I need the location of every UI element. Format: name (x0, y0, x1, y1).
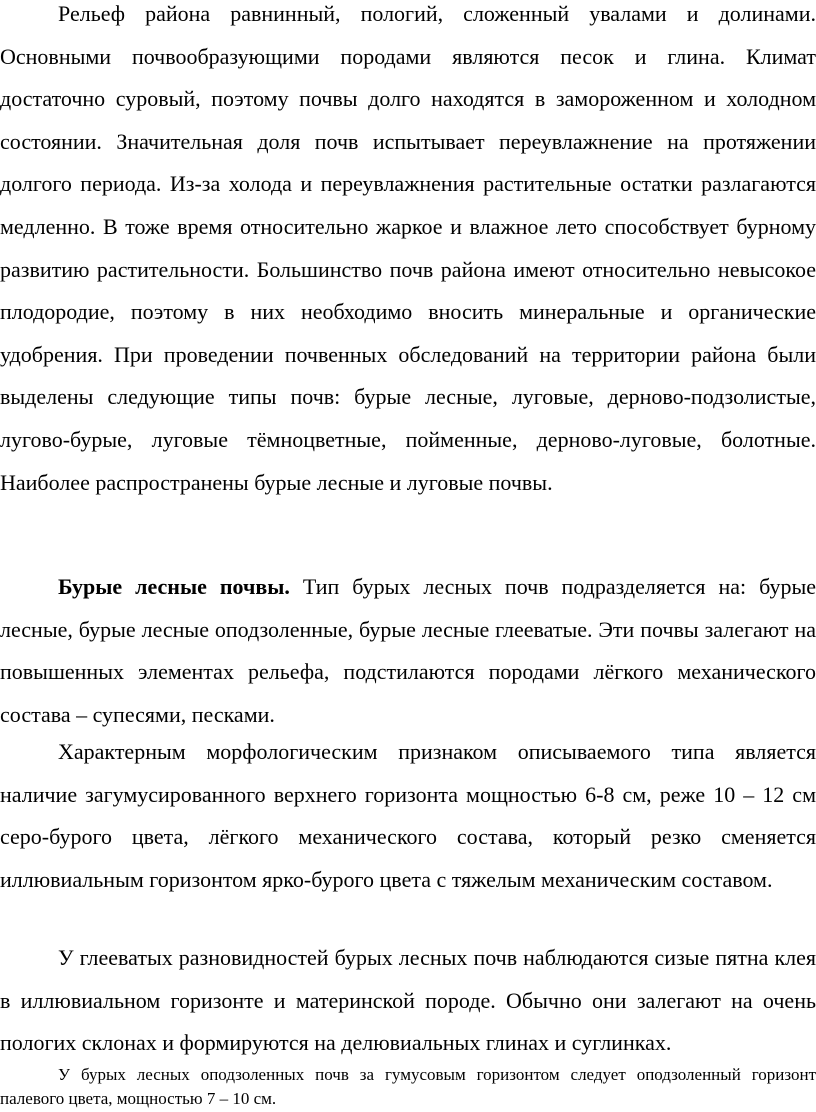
paragraph-morphology: Характерным морфологическим признаком описываемого типа является наличие загумусированного верхнего горизонта мощностью 6-8 см, реже 10 – 12 см серо-бурого цвета, лёгкого механического состава, который резко сменяется иллювиальным горизонтом ярко-бурого цвета с тяжелым механическим составом. (0, 739, 816, 892)
paragraph-podzolized: У бурых лесных оподзоленных почв за гумусовым горизонтом следует оподзоленный горизонт палевого цвета, мощностью 7 – 10 см. (0, 1065, 816, 1108)
paragraph-brown-forest-soils-text: Тип бурых лесных почв подразделяется на: бурые лесные, бурые лесные оподзоленные, бурые лесные глееватые. Эти почвы залегают на повышенных элементах рельефа, подстилаются породами лёгкого механического состава – супесями, песками. (0, 574, 816, 727)
paragraph-relief: Рельеф района равнинный, пологий, сложенный увалами и долинами. Основными почвообразующими породами являются песок и глина. Климат достаточно суровый, поэтому почвы долго находятся в замороженном и холодном состоянии. Значительная доля почв испытывает переувлажнение на протяжении долгого периода. Из-за холода и переувлажнения растительные остатки разлагаются медленно. В тоже время относительно жаркое и влажное лето способствует бурному развитию растительности. Большинство почв района имеют относительно невысокое плодородие, поэтому в них необходимо вносить минеральные и органические удобрения. При проведении почвенных обследований на территории района были выделены следующие типы почв: бурые лесные, луговые, дерново-подзолистые, лугово-бурые, луговые тёмноцветные, пойменные, дерново-луговые, болотные. Наиболее распространены бурые лесные и луговые почвы. (0, 1, 816, 495)
section-heading: Бурые лесные почвы. (58, 574, 290, 599)
paragraph-brown-forest-soils (0, 566, 816, 736)
paragraph-gleyic-varieties: У глееватых разновидностей бурых лесных почв наблюдаются сизые пятна клея в иллювиальном горизонте и материнской породе. Обычно они залегают на очень пологих склонах и формируются на делювиальных глинах и суглинках. (0, 945, 816, 1056)
